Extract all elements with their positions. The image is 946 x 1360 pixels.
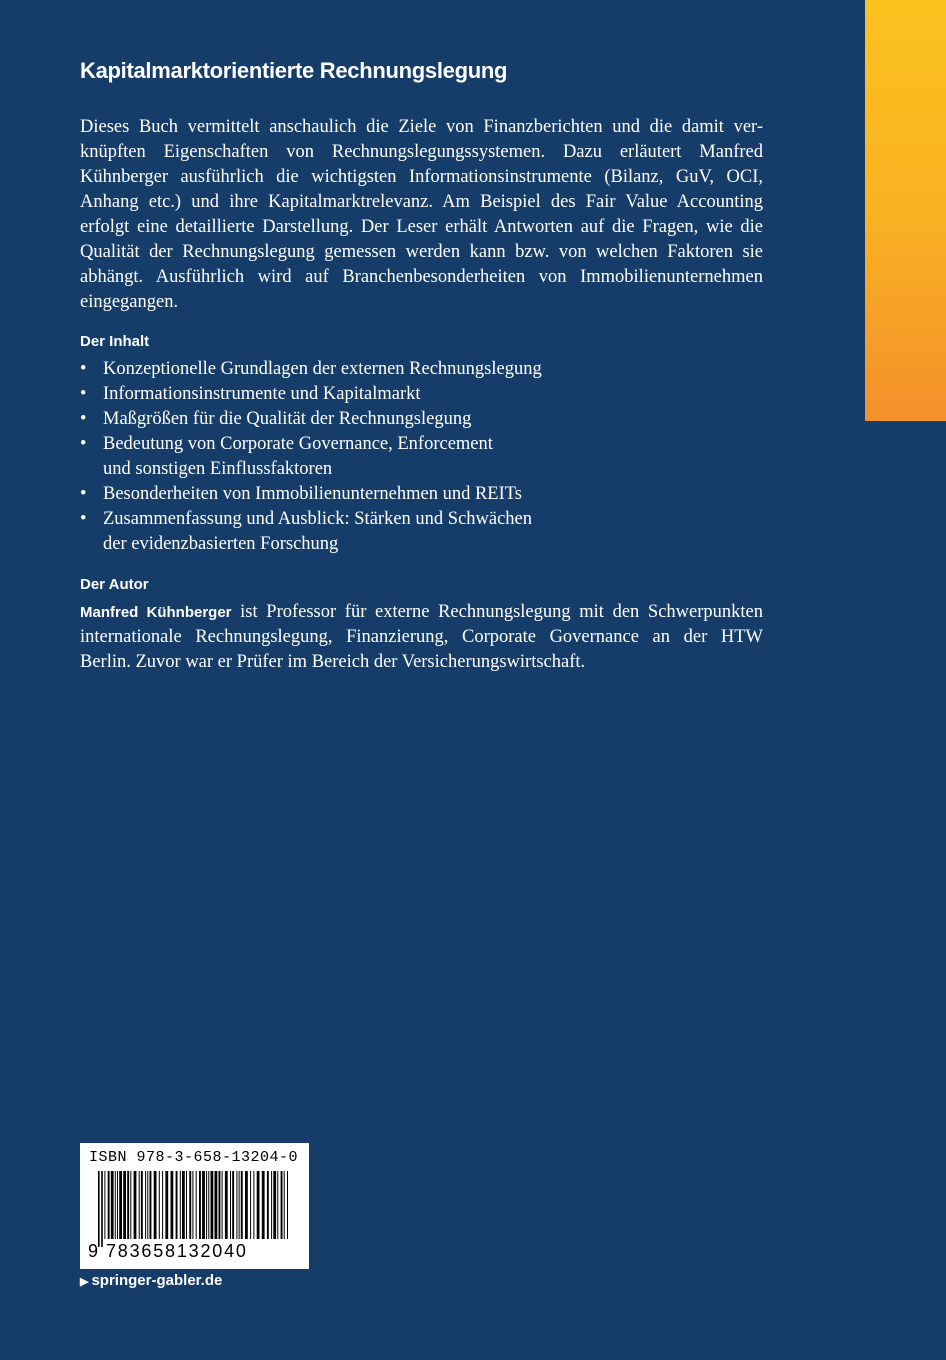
barcode-bars <box>88 1171 301 1247</box>
barcode-bar <box>176 1171 178 1239</box>
author-line: Berlin. Zuvor war er Prüfer im Bereich der Versicherungswirtschaft. <box>80 652 586 672</box>
barcode-bar <box>150 1171 152 1239</box>
bullet-icon: • <box>80 434 87 454</box>
barcode-bar <box>239 1171 240 1239</box>
barcode-bar <box>154 1171 157 1239</box>
intro-line: abhängt. Ausführlich wird auf Branchenbesonderheiten von Immobilienunternehmen <box>80 267 763 287</box>
barcode-bar <box>253 1171 254 1239</box>
barcode-bar <box>141 1171 143 1239</box>
list-item: • Bedeutung von Corporate Governance, Enforcement und sonstigen Einflussfaktoren <box>80 434 493 479</box>
intro-line: Anhang etc.) und ihre Kapitalmarktrelevanz. Am Beispiel des Fair Value Accounting <box>80 192 763 212</box>
barcode-bar <box>98 1171 100 1247</box>
bullet-icon: • <box>80 484 87 504</box>
barcode-bar <box>119 1171 122 1239</box>
barcode-bar <box>225 1171 228 1239</box>
barcode-bar <box>215 1171 218 1239</box>
isbn-barcode <box>80 1143 309 1269</box>
isbn-label: ISBN 978-3-658-13204-0 <box>89 1149 299 1166</box>
list-item: • Besonderheiten von Immobilienunternehmen und REITs <box>80 482 780 507</box>
publisher-website[interactable] <box>80 1272 222 1289</box>
website-label: springer-gabler.de <box>91 1272 223 1289</box>
barcode-bar <box>127 1171 129 1239</box>
barcode-bar <box>281 1171 283 1239</box>
barcode-bar <box>250 1171 251 1239</box>
barcode-bar <box>199 1171 201 1239</box>
list-item: • Maßgrößen für die Qualität der Rechnungslegung <box>80 407 780 432</box>
author-line: Manfred Kühnberger ist Professor für externe Rechnungslegung mit den Schwerpunkten <box>80 602 763 622</box>
barcode-bar <box>104 1171 105 1239</box>
barcode-bar <box>180 1171 181 1239</box>
spine-color-accent <box>865 0 946 421</box>
barcode-bar <box>222 1171 223 1239</box>
barcode-bar <box>232 1171 234 1239</box>
barcode-bar <box>111 1171 114 1239</box>
barcode-bar <box>219 1171 221 1239</box>
list-item: • Informationsinstrumente und Kapitalmarkt <box>80 382 780 407</box>
intro-line: Qualität der Rechnungslegung gemessen werden kann bzw. von welchen Faktoren sie <box>80 242 763 262</box>
barcode-bar <box>277 1171 278 1239</box>
bullet-icon: • <box>80 384 87 404</box>
barcode-bar <box>202 1171 205 1239</box>
barcode-bar <box>273 1171 276 1239</box>
barcode-bar <box>147 1171 148 1239</box>
barcode-bar <box>262 1171 265 1239</box>
barcode-bar <box>257 1171 260 1239</box>
contents-heading: Der Inhalt <box>80 333 150 350</box>
barcode-bar <box>162 1171 163 1239</box>
author-heading: Der Autor <box>80 576 149 593</box>
intro-paragraph <box>80 115 763 315</box>
barcode-bar <box>165 1171 168 1239</box>
list-item: • Konzeptionelle Grundlagen der externen Rechnungslegung <box>80 357 780 382</box>
bullet-icon: • <box>80 359 87 379</box>
arrow-right-icon: ▶ <box>80 1276 89 1288</box>
barcode-bar <box>189 1171 191 1239</box>
barcode-bar <box>206 1171 207 1239</box>
barcode-bar <box>211 1171 214 1239</box>
intro-line: knüpften Eigenschaften von Rechnungslegungssystemen. Dazu erläutert Manfred <box>80 142 763 162</box>
barcode-bar <box>192 1171 193 1239</box>
book-title: Kapitalmarktorientierte Rechnungslegung <box>80 58 508 83</box>
intro-line: eingegangen. <box>80 292 179 312</box>
author-name: Manfred Kühnberger <box>80 604 232 621</box>
barcode-bar <box>208 1171 209 1239</box>
barcode-bar <box>196 1171 197 1239</box>
barcode-bar <box>115 1171 116 1239</box>
barcode-bar <box>171 1171 174 1239</box>
barcode-bar <box>236 1171 237 1239</box>
barcode-bar <box>186 1171 187 1239</box>
barcode-bar <box>108 1171 110 1239</box>
barcode-bar <box>130 1171 131 1239</box>
bullet-icon: • <box>80 409 87 429</box>
intro-line: erfolgt eine detaillierte Darstellung. Der Leser erhält Antworten auf die Fragen, wie die <box>80 217 763 237</box>
barcode-bar <box>134 1171 137 1239</box>
barcode-bar <box>123 1171 126 1239</box>
barcode-bar <box>159 1171 160 1239</box>
author-line: internationale Rechnungslegung, Finanzierung, Corporate Governance an der HTW <box>80 627 763 647</box>
bullet-icon: • <box>80 509 87 529</box>
barcode-bar <box>245 1171 248 1239</box>
author-paragraph <box>80 600 763 675</box>
barcode-bar <box>271 1171 272 1239</box>
barcode-bar <box>145 1171 146 1239</box>
barcode-bar <box>117 1171 118 1239</box>
list-item: • Zusammenfassung und Ausblick: Stärken und Schwächen der evidenzbasierten Forschung <box>80 509 533 554</box>
barcode-bar <box>182 1171 185 1239</box>
barcode-bar <box>287 1171 288 1239</box>
barcode-bar <box>267 1171 269 1239</box>
ean-digits: 783658132040 <box>106 1241 248 1261</box>
intro-line: Kühnberger ausführlich die wichtigsten Informationsinstrumente (Bilanz, GuV, OCI, <box>80 167 763 187</box>
intro-line: Dieses Buch vermittelt anschaulich die Ziele von Finanzberichten und die damit ver- <box>80 117 763 137</box>
contents-list <box>80 357 780 557</box>
barcode-bar <box>284 1171 285 1239</box>
barcode-bar <box>101 1171 103 1247</box>
ean-first-digit: 9 <box>88 1241 99 1261</box>
barcode-bar <box>139 1171 140 1239</box>
barcode-bar <box>230 1171 231 1239</box>
barcode-bar <box>241 1171 243 1239</box>
